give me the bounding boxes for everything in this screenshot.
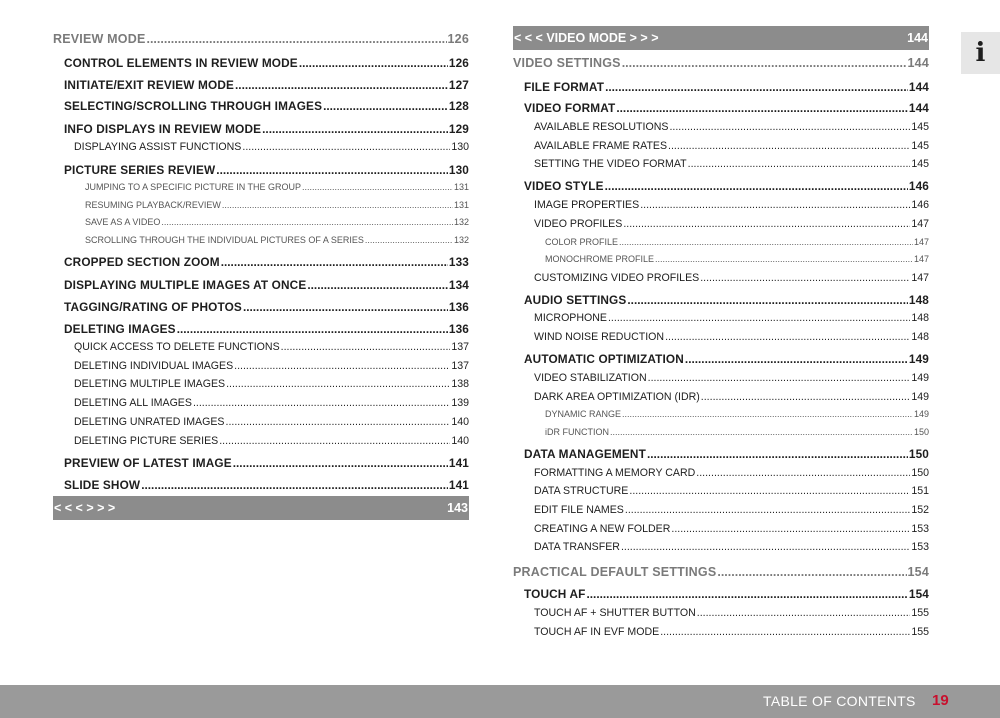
toc-subentry[interactable]: CREATING A NEW FOLDER ..... 153 <box>513 523 929 535</box>
toc-subentry[interactable]: AVAILABLE RESOLUTIONS ..... 145 <box>513 121 929 133</box>
toc-entry[interactable]: INITIATE/EXIT REVIEW MODE ..... 127 <box>53 78 469 92</box>
toc-subentry[interactable]: DATA TRANSFER ..... 153 <box>513 541 929 553</box>
toc-entry[interactable]: INFO DISPLAYS IN REVIEW MODE ..... 129 <box>53 122 469 136</box>
toc-subentry[interactable]: VIDEO PROFILES ..... 147 <box>513 218 929 230</box>
toc-minor-entry[interactable]: RESUMING PLAYBACK/REVIEW ..... 131 <box>53 200 469 210</box>
section-bar[interactable] <box>53 496 469 520</box>
toc-entry[interactable]: FILE FORMAT ..... 144 <box>513 80 929 94</box>
toc-entry[interactable]: CONTROL ELEMENTS IN REVIEW MODE ..... 126 <box>53 56 469 70</box>
toc-subentry[interactable]: AVAILABLE FRAME RATES ..... 145 <box>513 140 929 152</box>
toc-entry[interactable]: DISPLAYING MULTIPLE IMAGES AT ONCE ..... 134 <box>53 278 469 292</box>
toc-entry[interactable]: AUDIO SETTINGS ..... 148 <box>513 293 929 307</box>
toc-subentry[interactable]: TOUCH AF + SHUTTER BUTTON ..... 155 <box>513 607 929 619</box>
toc-heading[interactable]: REVIEW MODE ..... 126 <box>53 32 469 46</box>
toc-entry[interactable]: DATA MANAGEMENT ..... 150 <box>513 447 929 461</box>
toc-subentry[interactable]: MICROPHONE ..... 148 <box>513 312 929 324</box>
toc-subentry[interactable]: FORMATTING A MEMORY CARD ..... 150 <box>513 467 929 479</box>
toc-subentry[interactable]: QUICK ACCESS TO DELETE FUNCTIONS ..... 137 <box>53 341 469 353</box>
toc-minor-entry[interactable]: SCROLLING THROUGH THE INDIVIDUAL PICTURES OF A SERIES ..... 132 <box>53 235 469 245</box>
footer-page-number: 19 <box>932 692 949 709</box>
toc-subentry[interactable]: TOUCH AF IN EVF MODE ..... 155 <box>513 626 929 638</box>
toc-minor-entry[interactable]: COLOR PROFILE ..... 147 <box>513 237 929 247</box>
toc-subentry[interactable]: SETTING THE VIDEO FORMAT ..... 145 <box>513 158 929 170</box>
section-bar-title: < < < VIDEO MODE > > > <box>514 31 659 45</box>
section-bar-title: < < < > > > <box>54 501 116 515</box>
toc-heading[interactable]: PRACTICAL DEFAULT SETTINGS ..... 154 <box>513 565 929 579</box>
toc-heading[interactable]: VIDEO SETTINGS ..... 144 <box>513 56 929 70</box>
section-bar-page: 143 <box>447 501 468 515</box>
section-bar-page: 144 <box>907 31 928 45</box>
toc-entry[interactable]: DELETING IMAGES ..... 136 <box>53 322 469 336</box>
toc-subentry[interactable]: DELETING MULTIPLE IMAGES ..... 138 <box>53 378 469 390</box>
toc-subentry[interactable]: IMAGE PROPERTIES ..... 146 <box>513 199 929 211</box>
toc-entry[interactable]: PICTURE SERIES REVIEW ..... 130 <box>53 163 469 177</box>
index-tab-glyph: i <box>975 38 986 68</box>
toc-subentry[interactable]: CUSTOMIZING VIDEO PROFILES ..... 147 <box>513 272 929 284</box>
footer-section-label: TABLE OF CONTENTS <box>763 693 916 709</box>
toc-entry[interactable]: PREVIEW OF LATEST IMAGE ..... 141 <box>53 456 469 470</box>
toc-subentry[interactable]: DISPLAYING ASSIST FUNCTIONS ..... 130 <box>53 141 469 153</box>
toc-minor-entry[interactable]: iDR FUNCTION ..... 150 <box>513 427 929 437</box>
toc-entry[interactable]: SLIDE SHOW ..... 141 <box>53 478 469 492</box>
toc-subentry[interactable]: EDIT FILE NAMES ..... 152 <box>513 504 929 516</box>
toc-entry[interactable]: TOUCH AF ..... 154 <box>513 587 929 601</box>
toc-entry[interactable]: SELECTING/SCROLLING THROUGH IMAGES ..... 128 <box>53 99 469 113</box>
section-bar-video-mode[interactable] <box>513 26 929 50</box>
toc-minor-entry[interactable]: JUMPING TO A SPECIFIC PICTURE IN THE GROUP ..... 131 <box>53 182 469 192</box>
toc-subentry[interactable]: DATA STRUCTURE ..... 151 <box>513 485 929 497</box>
toc-entry[interactable]: TAGGING/RATING OF PHOTOS ..... 136 <box>53 300 469 314</box>
toc-minor-entry[interactable]: MONOCHROME PROFILE ..... 147 <box>513 254 929 264</box>
toc-subentry[interactable]: DELETING ALL IMAGES ..... 139 <box>53 397 469 409</box>
toc-entry[interactable]: VIDEO STYLE ..... 146 <box>513 179 929 193</box>
toc-subentry[interactable]: DELETING INDIVIDUAL IMAGES ..... 137 <box>53 360 469 372</box>
toc-subentry[interactable]: DELETING PICTURE SERIES ..... 140 <box>53 435 469 447</box>
toc-subentry[interactable]: DARK AREA OPTIMIZATION (IDR) ..... 149 <box>513 391 929 403</box>
toc-subentry[interactable]: DELETING UNRATED IMAGES ..... 140 <box>53 416 469 428</box>
toc-entry[interactable]: AUTOMATIC OPTIMIZATION ..... 149 <box>513 352 929 366</box>
toc-subentry[interactable]: WIND NOISE REDUCTION ..... 148 <box>513 331 929 343</box>
info-icon[interactable] <box>961 32 1000 74</box>
toc-minor-entry[interactable]: DYNAMIC RANGE ..... 149 <box>513 409 929 419</box>
toc-entry[interactable]: CROPPED SECTION ZOOM ..... 133 <box>53 255 469 269</box>
toc-minor-entry[interactable]: SAVE AS A VIDEO ..... 132 <box>53 217 469 227</box>
toc-entry[interactable]: VIDEO FORMAT ..... 144 <box>513 101 929 115</box>
toc-subentry[interactable]: VIDEO STABILIZATION ..... 149 <box>513 372 929 384</box>
